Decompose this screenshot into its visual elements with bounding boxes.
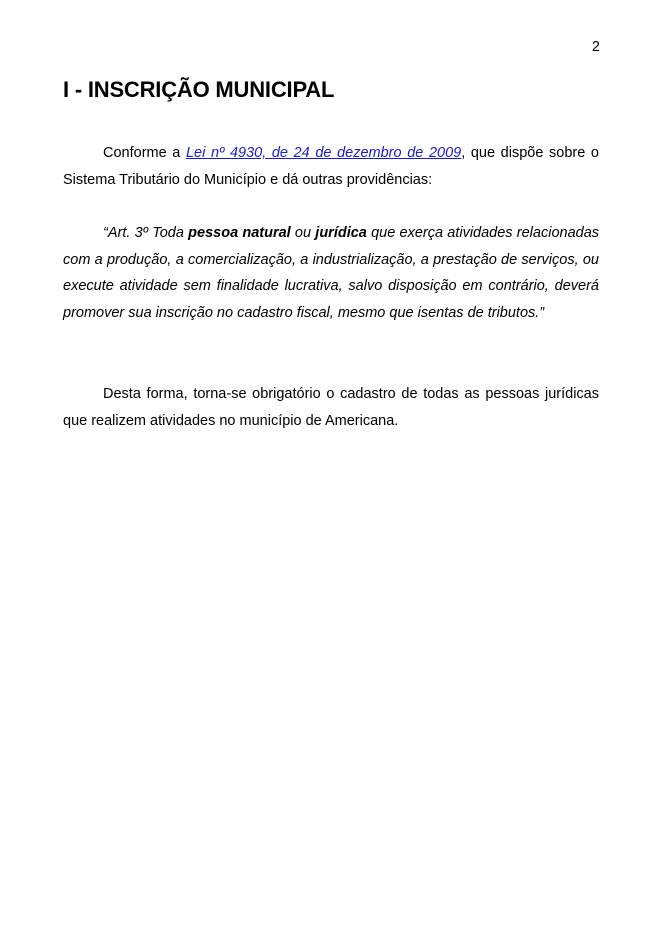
law-link[interactable]: Lei nº 4930, de 24 de dezembro de 2009 bbox=[185, 145, 462, 161]
quote-emphasis-pessoa-natural: pessoa natural bbox=[188, 225, 291, 241]
quoted-article-paragraph bbox=[63, 220, 599, 326]
quote-part-1: “Art. 3º Toda bbox=[103, 225, 189, 241]
intro-prefix: Conforme a bbox=[103, 145, 186, 161]
quote-emphasis-juridica: jurídica bbox=[315, 225, 367, 241]
page-number: 2 bbox=[591, 39, 600, 55]
intro-suffix: , que dispõe sobre o Sistema Tributário do Município e dá outras providências: bbox=[63, 145, 599, 188]
intro-paragraph bbox=[63, 140, 599, 193]
conclusion-paragraph: Desta forma, torna-se obrigatório o cadastro de todas as pessoas jurídicas que realizem atividades no município de Americana. bbox=[63, 386, 599, 429]
section-title: I - INSCRIÇÃO MUNICIPAL bbox=[63, 77, 335, 102]
quote-part-3: que exerça atividades relacionadas com a produção, a comercialização, a industrialização, a prestação de serviços, ou execute atividade sem finalidade lucrativa, salvo disposição em contrário, deverá promover sua inscrição no cadastro fiscal, mesmo que isentas de tributos.” bbox=[63, 225, 600, 321]
quote-part-2: ou bbox=[290, 225, 316, 241]
